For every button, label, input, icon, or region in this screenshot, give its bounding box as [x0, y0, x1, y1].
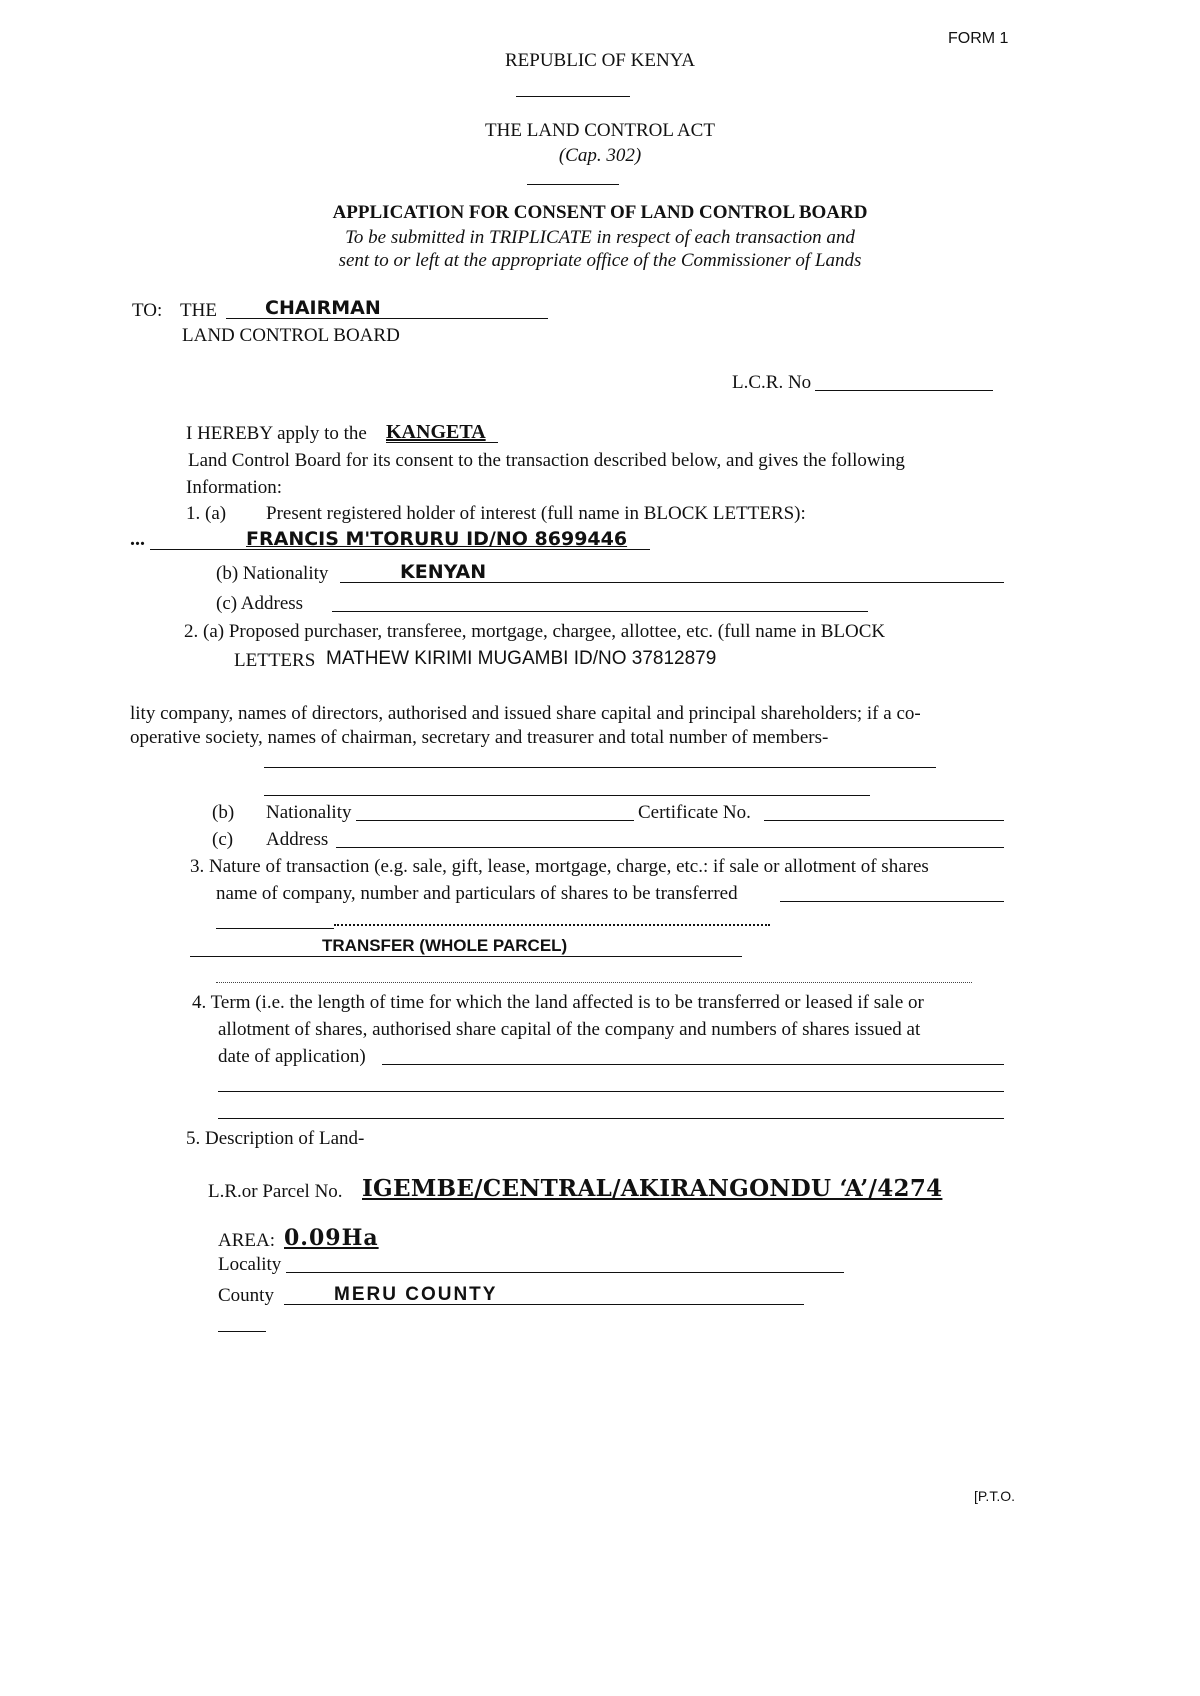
item1b-label: (b) Nationality: [216, 563, 329, 584]
item3-dotted-rule: [334, 924, 770, 926]
locality-line: [286, 1272, 844, 1273]
intro-line: Land Control Board for its consent to the transaction described below, and gives the following: [188, 450, 905, 471]
certificate-line: [764, 820, 1004, 821]
company-line: operative society, names of chairman, secretary and treasurer and total number of members-: [130, 727, 829, 748]
holder-fill: FRANCIS M'TORURU ID/NO 8699446: [246, 528, 628, 550]
parcel-fill: IGEMBE/CENTRAL/AKIRANGONDU ‘A’/4274: [362, 1175, 943, 1202]
holder-prefix-dots: ...: [130, 528, 145, 550]
instruction-line: sent to or left at the appropriate office of the Commissioner of Lands: [338, 250, 862, 271]
lcr-label: L.C.R. No: [732, 372, 812, 393]
item3-line: name of company, number and particulars of shares to be transferred: [216, 883, 738, 904]
area-label: AREA:: [218, 1230, 275, 1251]
transaction-fill: TRANSFER (WHOLE PARCEL): [322, 936, 568, 955]
item2c-label: (c): [212, 829, 234, 850]
closing-rule: [218, 1331, 266, 1332]
form-number: FORM 1: [948, 30, 1009, 47]
item1a-label: 1. (a): [186, 503, 227, 524]
county-label: County: [218, 1285, 274, 1306]
the-label: THE: [180, 300, 217, 321]
term-line: [382, 1064, 1004, 1065]
nationality-fill: KENYAN: [400, 561, 487, 583]
letters-label: LETTERS: [234, 650, 316, 671]
board-name-line: [386, 442, 498, 443]
item4-line: date of application): [218, 1046, 366, 1067]
item1c-label: (c) Address: [216, 593, 304, 614]
instruction-line: To be submitted in TRIPLICATE in respect of each transaction and: [345, 227, 855, 248]
term-line: [218, 1118, 1004, 1119]
board-name-fill: KANGETA: [386, 421, 486, 443]
act-cap: (Cap. 302): [558, 145, 642, 166]
item2-nationality-label: Nationality: [266, 802, 352, 823]
republic-heading: REPUBLIC OF KENYA: [504, 50, 696, 71]
area-fill: 0.09Ha: [284, 1225, 379, 1251]
item3-line-rule: [780, 901, 1004, 902]
divider: [527, 184, 619, 185]
parcel-label: L.R.or Parcel No.: [208, 1181, 343, 1202]
board-label: LAND CONTROL BOARD: [182, 325, 400, 346]
lcr-line: [815, 390, 993, 391]
intro-line: Information:: [186, 477, 283, 498]
pto-note: [P.T.O.: [974, 1488, 1015, 1504]
hereby-text: I HEREBY apply to the: [186, 423, 367, 444]
item3-line-rule: [216, 928, 334, 929]
members-line: [264, 767, 936, 768]
term-line: [218, 1091, 1004, 1092]
chairman-fill: CHAIRMAN: [265, 297, 381, 319]
item2a-text: 2. (a) Proposed purchaser, transferee, mortgage, chargee, allottee, etc. (full name in BLOCK: [184, 621, 886, 642]
purchaser-fill: MATHEW KIRIMI MUGAMBI ID/NO 37812879: [326, 648, 717, 669]
locality-label: Locality: [218, 1254, 282, 1275]
item2-address-label: Address: [266, 829, 329, 850]
county-fill: MERU COUNTY: [334, 1284, 498, 1305]
item2-address-line: [336, 847, 1004, 848]
address-line: [332, 611, 868, 612]
item5-heading: 5. Description of Land-: [186, 1128, 365, 1149]
item2-nationality-line: [356, 820, 634, 821]
divider: [516, 96, 630, 97]
item3-line: 3. Nature of transaction (e.g. sale, gift, lease, mortgage, charge, etc.: if sale or allotment of shares: [190, 856, 929, 877]
item3-dotted-rule: [216, 982, 972, 983]
item4-line: allotment of shares, authorised share capital of the company and numbers of shares issued at: [218, 1019, 921, 1040]
members-line: [264, 795, 870, 796]
application-title: APPLICATION FOR CONSENT OF LAND CONTROL BOARD: [332, 202, 868, 223]
company-line: lity company, names of directors, authorised and issued share capital and principal shareholders; if a co-: [130, 703, 921, 724]
item2b-label: (b): [212, 802, 235, 823]
item1a-text: Present registered holder of interest (full name in BLOCK LETTERS):: [266, 503, 806, 524]
certificate-label: Certificate No.: [638, 802, 751, 823]
item4-line: 4. Term (i.e. the length of time for which the land affected is to be transferred or leased if sale or: [192, 992, 924, 1013]
act-title: THE LAND CONTROL ACT: [485, 120, 715, 141]
transaction-line: [190, 956, 742, 957]
to-label: TO:: [132, 300, 163, 321]
